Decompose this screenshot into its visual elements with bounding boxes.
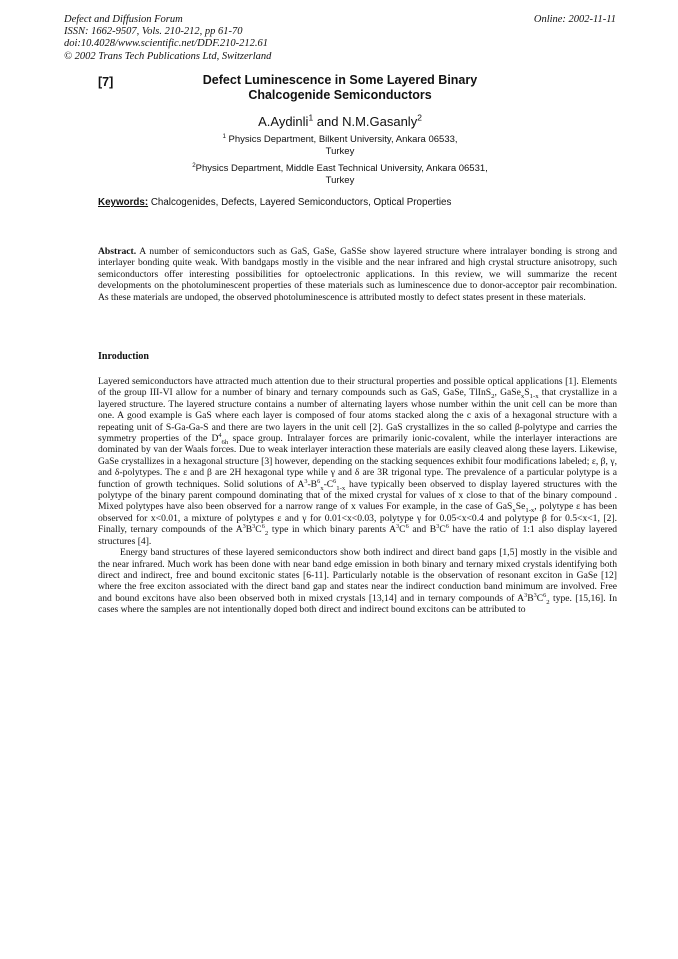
text-run: that crystallize in a layered structure. The layered structure contains a number of alternating layers whose number within the unit cell can be more than one. A good example is GaS where each layer is composed of four atoms stacked along the c axis of a hexagonal structure with a repeating unit of S-Ga-Ga-S and there are two layers in the unit cell [2]. GaS crystallizes in the so called β-polytype and carries the symmetry properties of the D <box>98 387 618 445</box>
text-run: C <box>399 524 406 536</box>
text-run: C <box>439 524 446 536</box>
title-line-2: Chalcogenide Semiconductors <box>248 88 432 102</box>
subscript: 1-x <box>529 393 539 401</box>
subscript: 2 <box>264 530 269 538</box>
keywords-label: Keywords: <box>98 197 149 208</box>
text-run: space group. Intralayer forces are primarily ionic-covalent, while the interlayer interactions are dominated by van der Waals forces. Due to weak interlayer interaction these materials are easily cleaved along these layers. Likewise, GaSe crystallizes in a hexagonal structure [3] however, depending on the stacking sequences exhibit four modifications labeled; ε, β, γ, and δ-polytypes. The ε and β are 2H hexagonal type while γ and δ are 3R trigonal type. The prevalence of a particular polytype is a function of growth techniques. Solid solutions of A <box>98 433 618 490</box>
authors <box>140 114 540 129</box>
author-1-affil-mark: 1 <box>308 112 314 123</box>
text-run: type in which binary parents A <box>268 524 397 536</box>
intro-paragraph-2 <box>98 547 617 615</box>
paper-title <box>140 73 540 103</box>
affil-2-mark: 2 <box>192 161 196 169</box>
superscript: 3 <box>304 477 308 485</box>
text-run: , GaSe <box>494 387 521 399</box>
affil-2-line-1: Physics Department, Middle East Technical University, Ankara 06531, <box>195 163 488 174</box>
superscript: 3 <box>436 523 440 531</box>
affil-1-line-1: Physics Department, Bilkent University, Ankara 06533, <box>228 134 458 145</box>
author-1: A.Aydinli <box>258 114 309 129</box>
title-line-1: Defect Luminescence in Some Layered Binary <box>202 73 478 87</box>
superscript: 6 <box>543 591 547 599</box>
superscript: 3 <box>396 523 400 531</box>
text-run: have typically been observed to display layered structures with the polytype of the binary parent compound dominating that of the mixed crystal for values of x close to that of the binary compound . Mixed polytypes have also been observed for a narrow range of x values For example, in the case of GaS <box>98 478 617 513</box>
text-run: B <box>245 524 253 536</box>
section-heading-introduction: Inroduction <box>98 351 149 362</box>
affil-1-mark: 1 <box>222 132 226 140</box>
superscript: 3 <box>252 523 256 531</box>
doi-line[interactable]: doi:10.4028/www.scientific.net/DDF.210-212.61 <box>64 38 269 50</box>
text-run: S <box>524 387 530 399</box>
abstract-text: A number of semiconductors such as GaS, GaSe, GaSSe show layered structure where intralayer bonding is strong and interlayer bonding quite weak. With bandgaps mostly in the visible and the near infrared and high crystal structure anisotropy, such semiconductors offer interesting possibilities for optoelectronic applications. In this review, we will summarize the recent developments on the photoluminescent properties of these materials such as luminescence due to donor-acceptor pair recombination. As these materials are undoped, the observed photoluminescence is attributed mostly to defect states present in these materials. <box>98 246 617 303</box>
author-2-affil-mark: 2 <box>417 112 422 123</box>
journal-name: Defect and Diffusion Forum <box>64 14 183 25</box>
text-run: , polytype ε has been observed for x<0.01, a mixture of polytypes ε and γ for 0.01<x<0.03, polytype γ for 0.05<x<0.4 and polytype β for 0.5<x<1, [2]. Finally, ternary compounds of the A <box>98 501 617 536</box>
superscript: 6 <box>333 477 337 485</box>
superscript: 3 <box>533 591 537 599</box>
copyright-line: © 2002 Trans Tech Publications Ltd, Switzerland <box>64 50 272 62</box>
text-run: Energy band structures of these layered semiconductors show both indirect and direct band gaps [1,5] mostly in the visible and the near infrared. Much work has been done with near band edge emission in both binary and ternary mixed crystals identifying both direct and indirect, free and bound excitonic states [6-11]. Particularly notable is the observation of resonant exciton in GaSe [12] where the free exciton associated with the direct band gap and states near the indirect conduction band minimum are involved. Free and bound excitons have also been observed both in mixed crystals [13,14] and in ternary compounds of A <box>98 547 617 604</box>
abstract <box>98 246 617 303</box>
text-run: B <box>527 592 534 604</box>
introduction-body <box>98 376 617 616</box>
keywords <box>98 197 618 208</box>
author-connector: and <box>313 114 343 129</box>
affiliation-1 <box>160 134 520 158</box>
intro-paragraph-1 <box>98 376 617 547</box>
issn-line: ISSN: 1662-9507, Vols. 210-212, pp 61-70 <box>64 26 243 38</box>
subscript: 1-x <box>336 484 346 492</box>
subscript: x <box>320 484 324 492</box>
text-run: type. [15,16]. In cases where the samples are not intentionally doped both direct and indirect bound excitons can be attributed to <box>98 592 617 616</box>
subscript: x <box>512 507 516 515</box>
online-date: Online: 2002-11-11 <box>533 14 616 25</box>
superscript: 3 <box>524 591 528 599</box>
text-run: Se <box>515 501 526 513</box>
subscript: x <box>520 393 525 401</box>
superscript: 6 <box>317 477 321 485</box>
text-run: C <box>255 524 262 536</box>
abstract-label: Abstract. <box>98 246 137 257</box>
keywords-list: Chalcogenides, Defects, Layered Semiconductors, Optical Properties <box>148 197 452 208</box>
superscript: 6 <box>405 523 409 531</box>
subscript: 2 <box>491 393 495 401</box>
subscript: 1-x <box>525 507 535 515</box>
text-run: and B <box>408 524 437 536</box>
affil-2-line-2: Turkey <box>325 175 355 186</box>
superscript: 4 <box>218 431 222 439</box>
affiliation-2 <box>120 163 560 187</box>
text-run: -C <box>323 478 334 490</box>
text-run: -B <box>307 478 318 490</box>
author-2: N.M.Gasanly <box>342 114 418 129</box>
superscript: 6 <box>261 523 265 531</box>
subscript: 2 <box>546 598 550 606</box>
journal-header <box>64 14 444 63</box>
superscript: 3 <box>242 523 246 531</box>
text-run: have the ratio of 1:1 also display layered structures [4]. <box>98 524 617 547</box>
superscript: 6 <box>445 523 449 531</box>
text-run: Layered semiconductors have attracted much attention due to their structural properties and possible optical applications [1]. Elements of the group III-VI allow for a number of binary and ternary compounds such as GaS, GaSe, TlInS <box>98 376 617 399</box>
affil-1-line-2: Turkey <box>325 146 355 157</box>
subscript: 6h <box>221 438 229 446</box>
text-run: C <box>536 592 544 604</box>
reference-number: [7] <box>98 75 114 89</box>
